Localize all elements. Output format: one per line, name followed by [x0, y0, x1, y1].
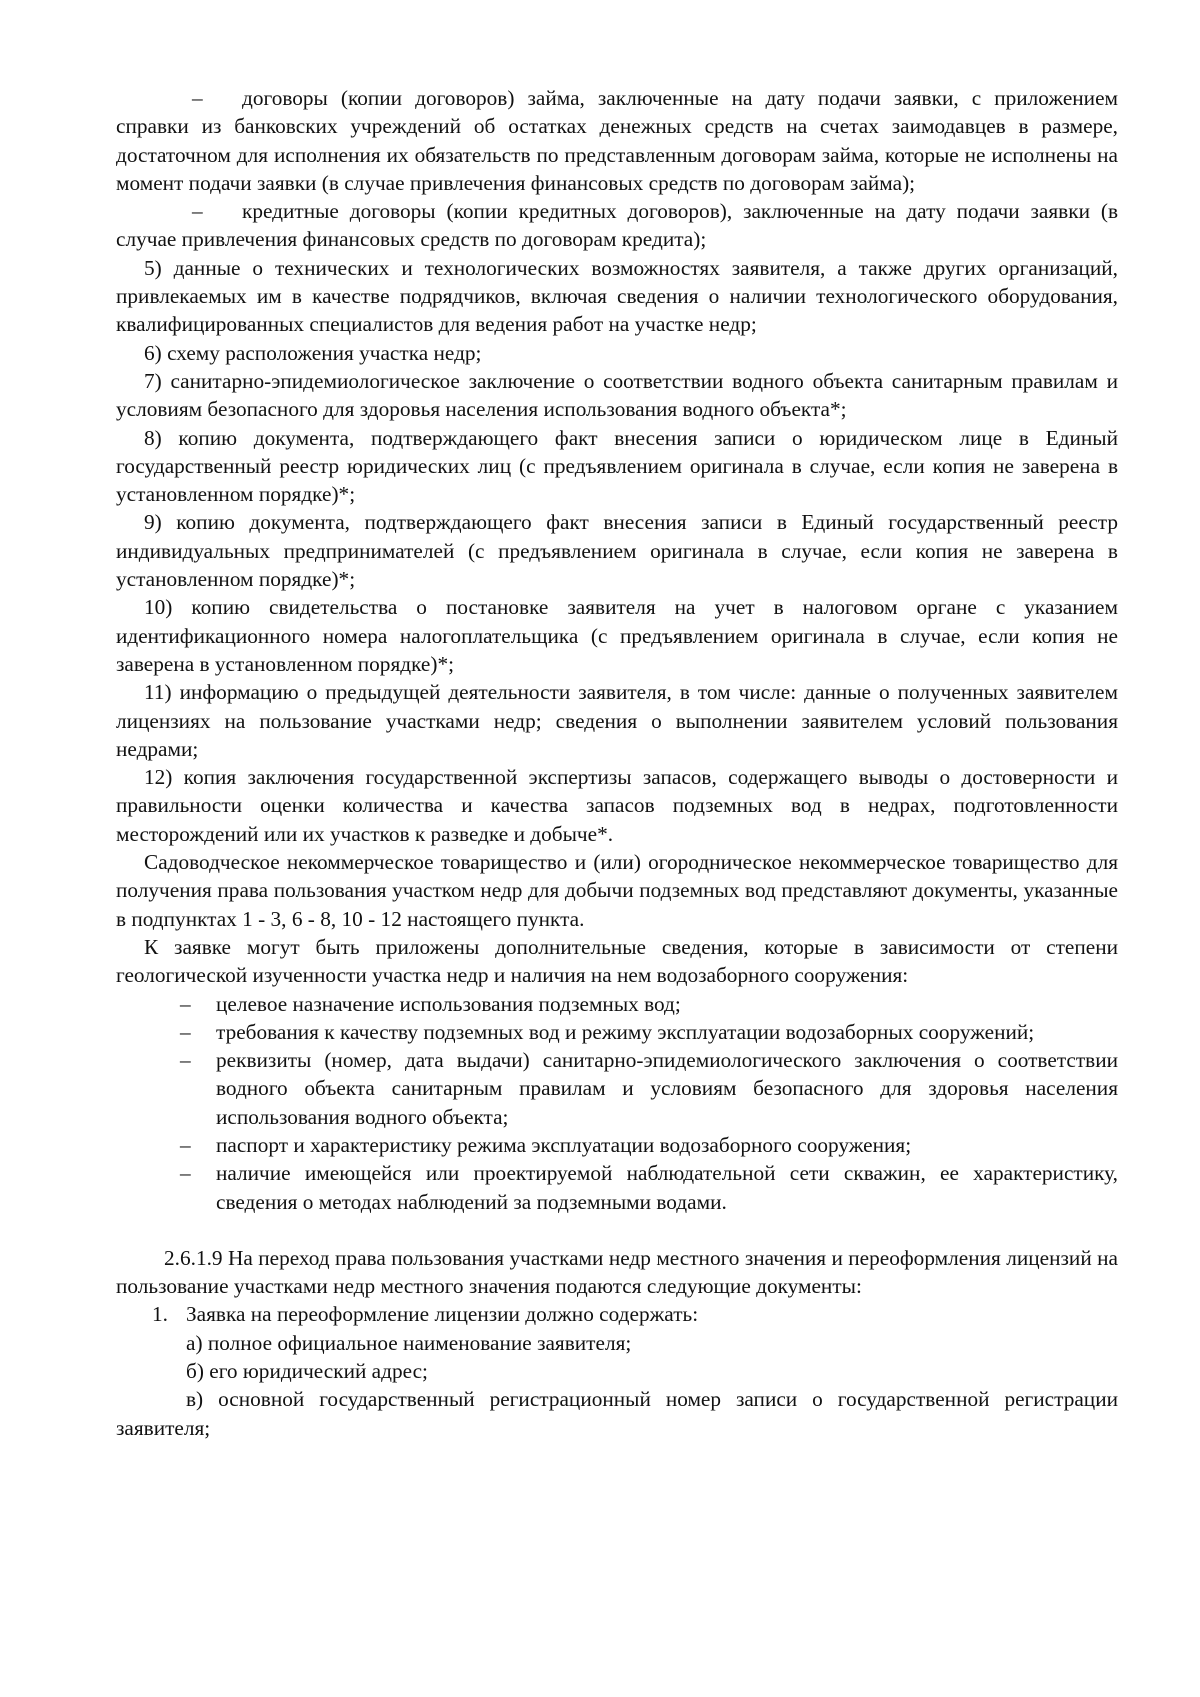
numbered-item-1	[116, 1300, 1118, 1328]
list-item	[116, 1159, 1118, 1216]
dash-marker: –	[192, 86, 203, 110]
sub-item-a: а) полное официальное наименование заявителя;	[186, 1330, 632, 1355]
list-item-text: целевое назначение использования подземных вод;	[216, 991, 681, 1016]
paragraph-item-6: 6) схему расположения участка недр;	[144, 340, 482, 365]
paragraph-item-9: 9) копию документа, подтверждающего факт внесения записи в Единый государственный реестр индивидуальных предпринимателей (с предъявлением оригинала в случае, если копия не заверена в установленном порядке)*;	[116, 510, 1118, 592]
dash-marker: –	[180, 1048, 191, 1073]
dash-marker: –	[180, 991, 191, 1016]
numbered-item-text: Заявка на переоформление лицензии должно содержать:	[186, 1302, 699, 1327]
bullet-list	[116, 990, 1118, 1216]
paragraph-item-7: 7) санитарно-эпидемиологическое заключение о соответствии водного объекта санитарным правилам и условиям безопасного для здоровья населения использования водного объекта*;	[116, 368, 1118, 422]
section-heading-2-6-1-9: 2.6.1.9 На переход права пользования участками недр местного значения и переоформления лицензий на пользование участками недр местного значения подаются следующие документы:	[116, 1245, 1118, 1299]
paragraph-garden-partnership: Садоводческое некоммерческое товарищество и (или) огородническое некоммерческое товарищество для получения права пользования участком недр для добычи подземных вод представляют документы, указанные в подпунктах 1 - 3, 6 - 8, 10 - 12 настоящего пункта.	[116, 850, 1118, 931]
list-item-text: паспорт и характеристику режима эксплуатации водозаборного сооружения;	[216, 1132, 912, 1157]
sub-item-c: в) основной государственный регистрационный номер записи о государственной регистрации заявителя;	[116, 1387, 1118, 1440]
paragraph-item-5: 5) данные о технических и технологических возможностях заявителя, а также других организаций, привлекаемых им в качестве подрядчиков, включая сведения о наличии технологического оборудования, квалифицированных специалистов для ведения работ на участке недр;	[116, 255, 1118, 337]
paragraph-credit-agreements	[116, 197, 1118, 254]
dash-marker: –	[192, 199, 203, 224]
paragraph-loan-agreements	[116, 84, 1118, 197]
dash-marker: –	[180, 1019, 191, 1044]
list-item	[116, 1131, 1118, 1159]
dash-marker: –	[180, 1132, 191, 1157]
list-item-text: наличие имеющейся или проектируемой наблюдательной сети скважин, ее характеристику, сведения о методах наблюдений за подземными водами.	[216, 1161, 1118, 1214]
list-item	[116, 990, 1118, 1018]
list-item	[116, 1018, 1118, 1046]
paragraph-item-12: 12) копия заключения государственной экспертизы запасов, содержащего выводы о достоверности и правильности оценки количества и качества запасов подземных вод в недрах, подготовленности месторождений или их участков к разведке и добыче*.	[116, 765, 1118, 846]
paragraph-text: кредитные договоры (копии кредитных договоров), заключенные на дату подачи заявки (в случае привлечения финансовых средств по договорам кредита);	[116, 199, 1118, 252]
list-item-text: реквизиты (номер, дата выдачи) санитарно-эпидемиологического заключения о соответствии водного объекта санитарным правилам и условиям безопасного для здоровья населения использования водного объекта;	[216, 1048, 1118, 1129]
paragraph-text: договоры (копии договоров) займа, заключенные на дату подачи заявки, с приложением справки из банковских учреждений об остатках денежных средств на счетах заимодавцев в размере, достаточном для исполнения их обязательств по представленным договорам займа, которые не исполнены на момент подачи заявки (в случае привлечения финансовых средств по договорам займа);	[116, 86, 1118, 195]
paragraph-item-10: 10) копию свидетельства о постановке заявителя на учет в налоговом органе с указанием идентификационного номера налогоплательщика (с предъявлением оригинала в случае, если копия не заверена в установленном порядке)*;	[116, 595, 1118, 676]
paragraph-item-11: 11) информацию о предыдущей деятельности заявителя, в том числе: данные о полученных заявителем лицензиях на пользование участками недр; сведения о выполнении заявителем условий пользования недрами;	[116, 680, 1118, 761]
paragraph-additional-info: К заявке могут быть приложены дополнительные сведения, которые в зависимости от степени геологической изученности участка недр и наличия на нем водозаборного сооружения:	[116, 934, 1118, 988]
document-page	[116, 84, 1118, 1442]
paragraph-item-8: 8) копию документа, подтверждающего факт внесения записи о юридическом лице в Единый государственный реестр юридических лиц (с предъявлением оригинала в случае, если копия не заверена в установленном порядке)*;	[116, 425, 1118, 507]
list-item-text: требования к качеству подземных вод и режиму эксплуатации водозаборных сооружений;	[216, 1019, 1035, 1044]
dash-marker: –	[180, 1161, 191, 1186]
list-item	[116, 1046, 1118, 1131]
item-number: 1.	[152, 1302, 168, 1327]
sub-item-b: б) его юридический адрес;	[186, 1359, 428, 1384]
